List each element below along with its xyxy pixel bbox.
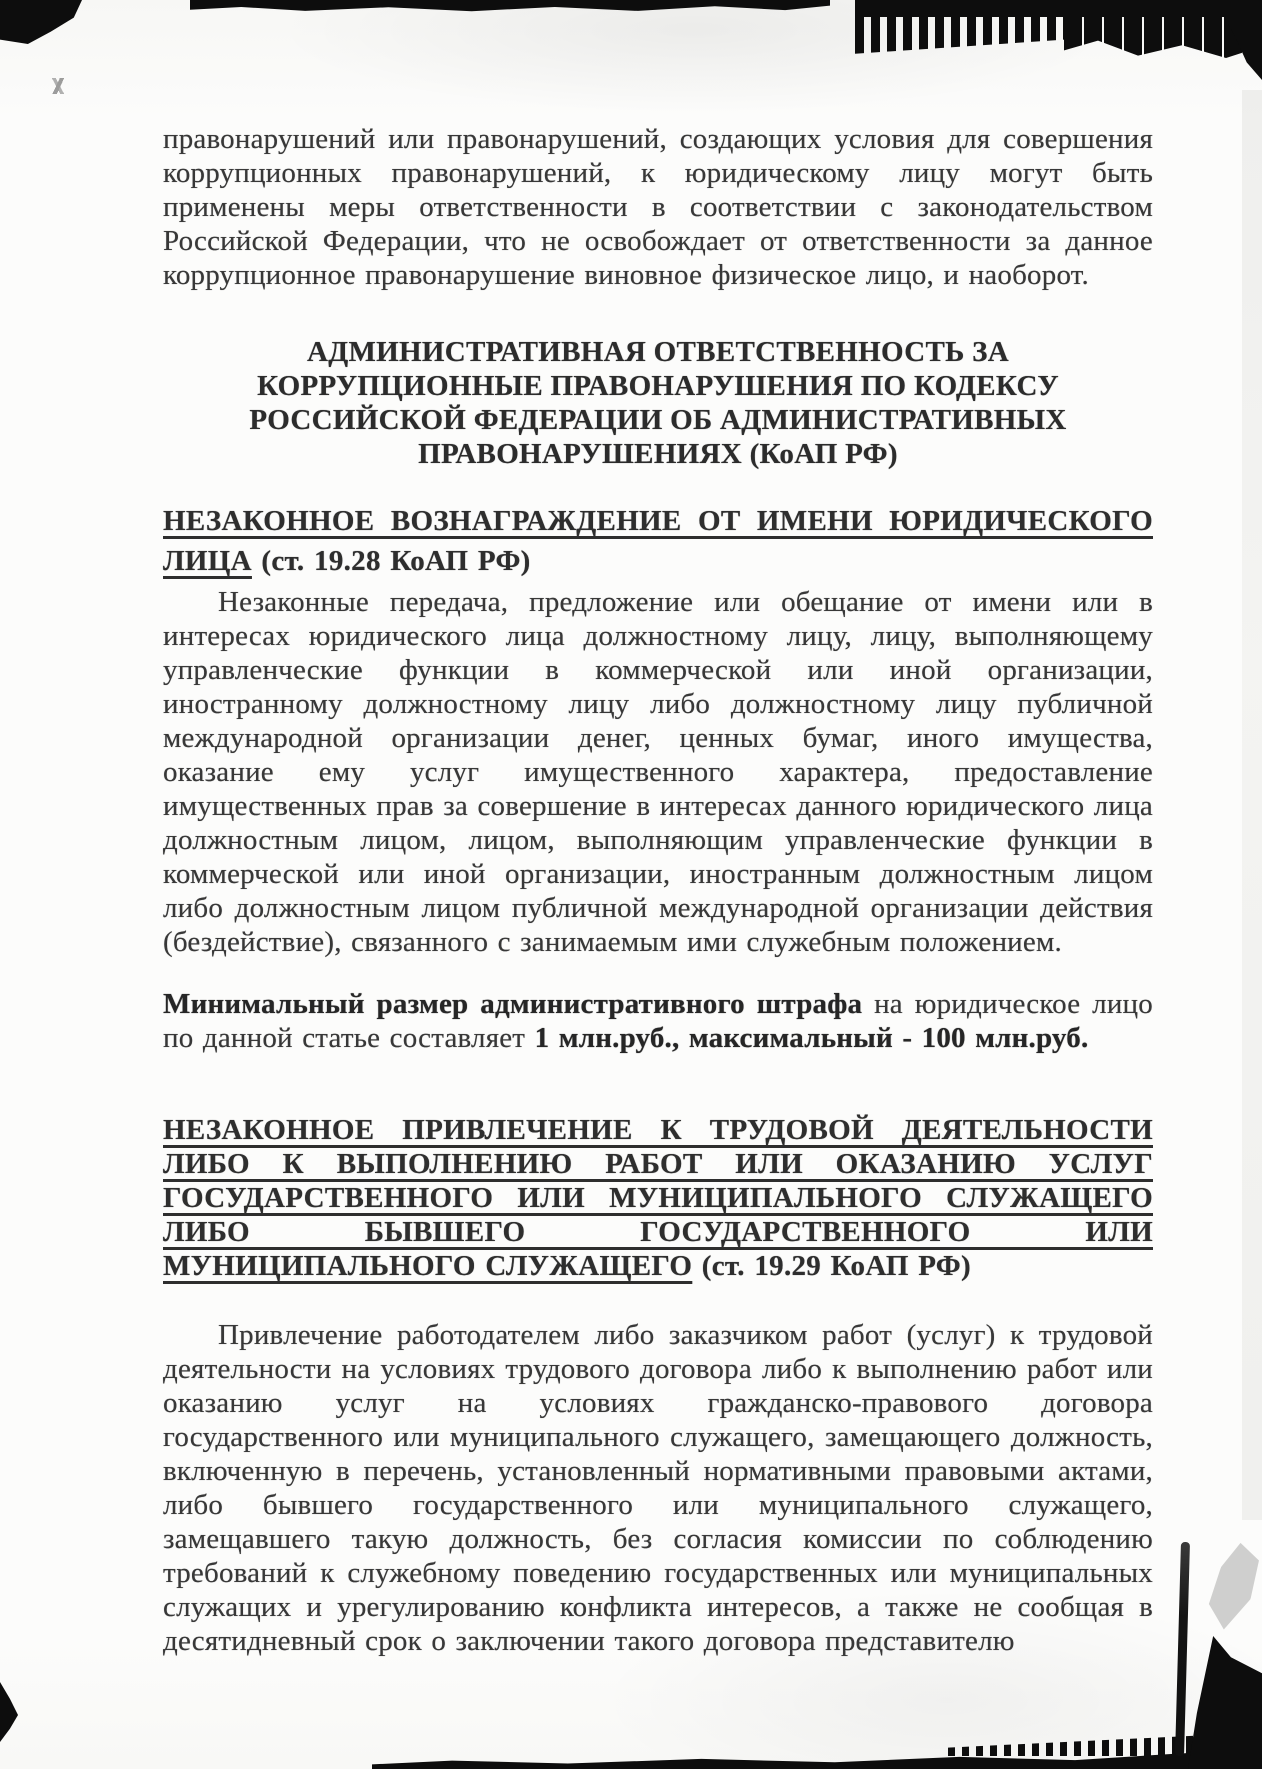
main-heading-line: КОРРУПЦИОННЫЕ ПРАВОНАРУШЕНИЯ ПО КОДЕКСУ (257, 370, 1059, 402)
scan-artifact-bottom-right-smudge (1198, 1540, 1262, 1635)
section-19-29-heading-line: ЛИБО К ВЫПОЛНЕНИЮ РАБОТ ИЛИ ОКАЗАНИЮ УСЛУГ (163, 1148, 1153, 1180)
main-heading-line: РОССИЙСКОЙ ФЕДЕРАЦИИ ОБ АДМИНИСТРАТИВНЫХ (249, 404, 1067, 436)
penalty-bold-lead: Минимальный размер административного штрафа (163, 988, 863, 1020)
section-19-28-heading-line: НЕЗАКОННОЕ ВОЗНАГРАЖДЕНИЕ ОТ ИМЕНИ ЮРИДИЧЕСКОГО (163, 505, 1153, 537)
scan-artifact-top-bar (190, 0, 830, 14)
scan-artifact-bottom-left-wedge (0, 1682, 18, 1742)
scan-artifact-right-edge-streak (1242, 90, 1262, 1520)
section-19-29-heading-line: ГОСУДАРСТВЕННОГО ИЛИ МУНИЦИПАЛЬНОГО СЛУЖАЩЕГО (163, 1182, 1153, 1214)
main-heading-line: ПРАВОНАРУШЕНИЯХ (КоАП РФ) (418, 438, 898, 470)
section-19-29-heading-line: НЕЗАКОННОЕ ПРИВЛЕЧЕНИЕ К ТРУДОВОЙ ДЕЯТЕЛЬНОСТИ (163, 1114, 1153, 1146)
section-19-29-body: Привлечение работодателем либо заказчиком работ (услуг) к трудовой деятельности на условиях трудового договора либо к выполнению работ или оказанию услуг на условиях гражданско-правового договора государственного или муниципального служащего, замещающего должность, включенную в перечень, установленный нормативными правовыми актами, либо бывшего государственного или муниципального служащего, замещавшего такую должность, без согласия комиссии по соблюдению требований к служебному поведению государственных или муниципальных служащих и урегулированию конфликта интересов, а также не сообщая в десятидневный срок о заключении такого договора представителю (163, 1319, 1153, 1657)
section-19-29-heading-line: ЛИБО БЫВШЕГО ГОСУДАРСТВЕННОГО ИЛИ (163, 1216, 1153, 1248)
section-19-29-heading-underlined: МУНИЦИПАЛЬНОГО СЛУЖАЩЕГО (163, 1250, 693, 1282)
scan-artifact-bottom-teeth (948, 1734, 1230, 1756)
scan-artifact-top-left-blob (0, 0, 82, 44)
main-heading-line: АДМИНИСТРАТИВНАЯ ОТВЕТСТВЕННОСТЬ ЗА (307, 336, 1009, 368)
section-19-28-body: Незаконные передача, предложение или обещание от имени или в интересах юридического лица должностному лицу, лицу, выполняющему управленческие функции в коммерческой или иной организации, иностранному должностному лицу либо должностному лицу публичной международной организации денег, ценных бумаг, иного имущества, оказание ему услуг имущественного характера, предоставление имущественных прав за совершение в интересах данного юридического лица должностным лицом, лицом, выполняющим управленческие функции в коммерческой или иной организации, иностранным должностным лицом либо должностным лицом публичной международной организации действия (бездействие), связанного с занимаемым ими служебным положением. (163, 586, 1153, 958)
section-19-28-heading-underlined: ЛИЦА (163, 545, 252, 577)
intro-paragraph: правонарушений или правонарушений, создающих условия для совершения коррупционных правонарушений, к юридическому лицу могут быть применены меры ответственности в соответствии с законодательством Российской Федерации, что не освобождает от ответственности за данное коррупционное правонарушение виновное физическое лицо, и наоборот. (163, 123, 1153, 291)
scan-artifact-top-left-tick (46, 78, 70, 94)
section-19-28-heading-article-ref: (ст. 19.28 КоАП РФ) (251, 545, 531, 577)
section-19-29-heading (163, 1113, 1153, 1283)
penalty-regular-mid: на юридическое лицо по данной статье составляет (163, 988, 1153, 1054)
penalty-bold-value: 1 млн.руб., максимальный - 100 млн.руб. (534, 1022, 1089, 1054)
main-heading (163, 335, 1153, 471)
document-content (163, 122, 1153, 1658)
section-19-28-penalty (163, 987, 1153, 1055)
section-19-29-heading-line (163, 1249, 1153, 1283)
scan-artifact-top-right-teeth (855, 12, 1070, 56)
scan-artifact-bottom-right-vertical-streak (1175, 1542, 1190, 1756)
section-19-28-heading (163, 501, 1153, 581)
section-19-29-heading-article-ref: (ст. 19.29 КоАП РФ) (692, 1250, 971, 1282)
section-19-28-heading-line (163, 541, 1153, 581)
scan-artifact-bottom-right-corner (1188, 1636, 1262, 1769)
